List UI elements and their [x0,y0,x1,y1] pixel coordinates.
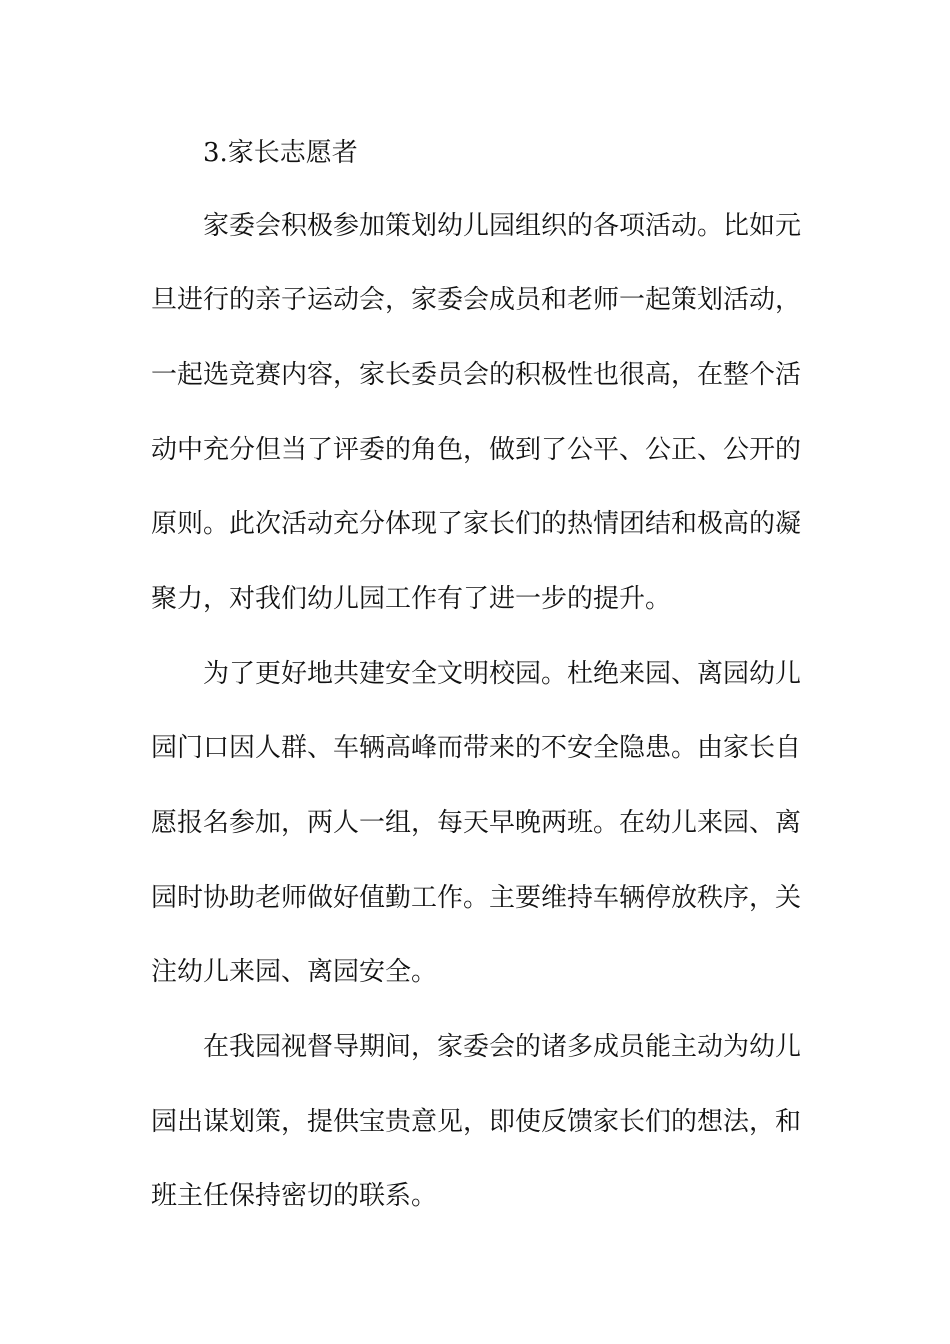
paragraph-1-line-1: 家委会积极参加策划幼儿园组织的各项活动。比如元 [203,211,802,241]
paragraph-2-line-1: 为了更好地共建安全文明校园。杜绝来园、离园幼儿 [203,659,802,689]
paragraph-2-line-4: 园时协助老师做好值勤工作。主要维持车辆停放秩序，关 [151,883,802,913]
paragraph-1-line-2: 旦进行的亲子运动会，家委会成员和老师一起策划活动， [151,285,802,315]
paragraph-3-line-2: 园出谋划策，提供宝贵意见，即使反馈家长们的想法，和 [151,1107,802,1137]
paragraph-2-line-5: 注幼儿来园、离园安全。 [151,957,438,987]
paragraph-3-line-1: 在我园视督导期间，家委会的诸多成员能主动为幼儿 [203,1032,802,1062]
paragraph-1-line-3: 一起选竞赛内容，家长委员会的积极性也很高，在整个活 [151,360,802,390]
paragraph-3-line-3: 班主任保持密切的联系。 [151,1181,438,1211]
paragraph-1-line-6: 聚力，对我们幼儿园工作有了进一步的提升。 [151,584,672,614]
paragraph-2-line-2: 园门口因人群、车辆高峰而带来的不安全隐患。由家长自 [151,733,802,763]
paragraph-2-line-3: 愿报名参加，两人一组，每天早晚两班。在幼儿来园、离 [151,808,802,838]
paragraph-1-line-4: 动中充分但当了评委的角色，做到了公平、公正、公开的 [151,435,802,465]
paragraph-1-line-5: 原则。此次活动充分体现了家长们的热情团结和极高的凝 [151,509,802,539]
section-heading: 3.家长志愿者 [203,138,358,168]
